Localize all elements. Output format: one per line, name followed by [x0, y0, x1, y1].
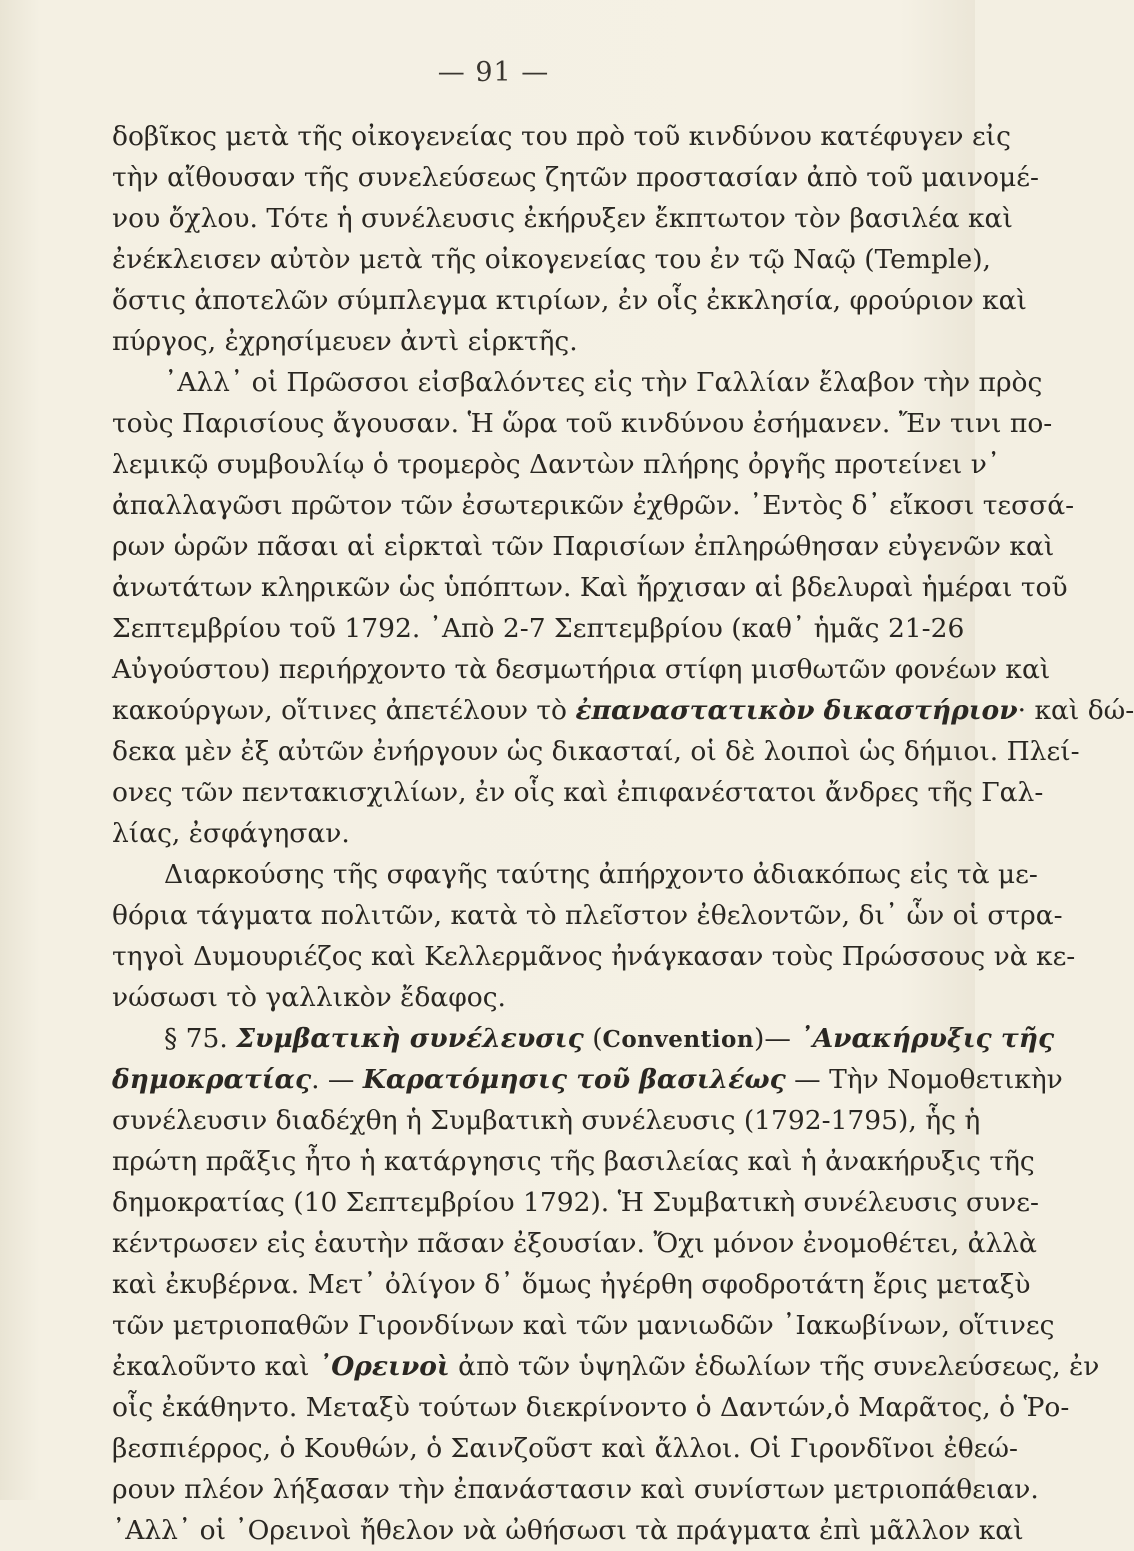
text-segment: ᾿Αλλ᾿ οἱ ᾿Ορεινοὶ ἤθελον νὰ ὠθήσωσι τὰ πράγματα ἐπὶ μᾶλλον καὶ: [112, 1515, 1024, 1546]
text-segment: θόρια τάγματα πολιτῶν, κατὰ τὸ πλεῖστον ἐθελοντῶν, δι᾿ ὧν οἱ στρα-: [112, 900, 1063, 931]
text-line: [112, 1305, 1055, 1346]
text-segment: λεμικῷ συμβουλίῳ ὁ τρομερὸς Δαντὼν πλήρης ὀργῆς προτείνει ν᾿: [112, 449, 1001, 480]
text-line: [112, 1428, 1018, 1469]
text-line: [112, 362, 1043, 403]
text-segment: τὴν αἴθουσαν τῆς συνελεύσεως ζητῶν προστασίαν ἀπὸ τοῦ μαινομέ-: [112, 162, 1039, 193]
text-segment: δοβῖκος μετὰ τῆς οἰκογενείας του πρὸ τοῦ κινδύνου κατέφυγεν εἰς: [112, 121, 1011, 152]
emphasized-text: ᾿Ορεινοὶ: [317, 1351, 450, 1382]
text-segment: Διαρκούσης τῆς σφαγῆς ταύτης ἀπήρχοντο ἀδιακόπως εἰς τὰ με-: [164, 859, 1038, 890]
text-segment: πρώτη πρᾶξις ἦτο ἡ κατάργησις τῆς βασιλείας καὶ ἡ ἀνακήρυξις τῆς: [112, 1146, 1035, 1177]
text-line: [112, 1018, 1055, 1059]
text-line: [112, 444, 1001, 485]
emphasized-text: Convention: [602, 1026, 755, 1053]
emphasized-text: ἐπαναστατικὸν δικαστήριον: [575, 695, 1018, 726]
text-segment: ἐνέκλεισεν αὐτὸν μετὰ τῆς οἰκογενείας του ἐν τῷ Ναῷ (Temple),: [112, 244, 991, 275]
text-segment: κακούργων, οἵτινες ἀπετέλουν τὸ: [112, 695, 576, 726]
text-line: [112, 239, 991, 280]
text-line: [112, 977, 875, 1018]
text-segment: συνέλευσιν διαδέχθη ἡ Συμβατικὴ συνέλευσις (1792-1795), ἧς ἡ: [112, 1105, 981, 1136]
emphasized-text: Συμβατικὴ συνέλευσις: [236, 1023, 584, 1054]
text-line: [112, 731, 1080, 772]
emphasized-text: Καρατόμησις τοῦ βασιλέως: [362, 1064, 786, 1095]
text-line: [112, 854, 1038, 895]
text-segment: . —: [311, 1064, 363, 1095]
text-segment: (: [583, 1023, 603, 1054]
body-text: [112, 116, 1134, 1551]
text-line: [112, 690, 1134, 731]
text-line: [112, 649, 1051, 690]
text-line: [112, 1264, 1031, 1305]
text-segment: δεκα μὲν ἐξ αὐτῶν ἐνήργουν ὡς δικασταί, οἱ δὲ λοιποὶ ὡς δήμιοι. Πλεί-: [112, 736, 1080, 767]
text-line: [112, 1059, 1063, 1100]
text-segment: τῶν μετριοπαθῶν Γιρονδίνων καὶ τῶν μανιωδῶν ᾿Ιακωβίνων, οἵτινες: [112, 1310, 1055, 1341]
text-segment: νου ὄχλου. Τότε ἡ συνέλευσις ἐκήρυξεν ἔκπτωτον τὸν βασιλέα καὶ: [112, 203, 1013, 234]
text-segment: Σεπτεμβρίου τοῦ 1792. ᾿Απὸ 2-7 Σεπτεμβρίου (καθ᾿ ἡμᾶς 21-26: [112, 613, 965, 644]
text-line: [112, 895, 1063, 936]
text-line: [112, 485, 1075, 526]
text-line: [112, 1141, 1035, 1182]
text-segment: ὅστις ἀποτελῶν σύμπλεγμα κτιρίων, ἐν οἷς ἐκκλησία, φρούριον καὶ: [112, 285, 1027, 316]
text-segment: πύργος, ἐχρησίμευεν ἀντὶ εἱρκτῆς.: [112, 326, 578, 357]
text-line: [112, 813, 875, 854]
text-line: [112, 1387, 1070, 1428]
text-line: [112, 321, 875, 362]
text-segment: νώσωσι τὸ γαλλικὸν ἔδαφος.: [112, 982, 506, 1013]
emphasized-text: δημοκρατίας: [112, 1064, 312, 1095]
text-line: [112, 1100, 981, 1141]
text-segment: § 75.: [164, 1023, 237, 1054]
emphasized-text: ᾿Ανακήρυξις τῆς: [799, 1023, 1055, 1054]
text-segment: ἀπαλλαγῶσι πρῶτον τῶν ἐσωτερικῶν ἐχθρῶν. ᾿Εντὸς δ᾿ εἴκοσι τεσσά-: [112, 490, 1075, 521]
text-line: [112, 1510, 1024, 1551]
text-line: [112, 567, 1068, 608]
text-line: [112, 608, 965, 649]
page-number-header: — 91 —: [437, 57, 550, 88]
text-line: [112, 198, 1013, 239]
text-line: [112, 936, 1076, 977]
text-segment: δημοκρατίας (10 Σεπτεμβρίου 1792). Ἡ Συμβατικὴ συνέλευσις συνε-: [112, 1187, 1039, 1218]
text-line: [112, 526, 1055, 567]
text-line: [112, 116, 1011, 157]
text-segment: ἐκαλοῦντο καὶ: [112, 1351, 318, 1382]
text-segment: τηγοὶ Δυμουριέζος καὶ Κελλερμᾶνος ἠνάγκασαν τοὺς Πρώσσους νὰ κε-: [112, 941, 1076, 972]
text-segment: )—: [754, 1023, 800, 1054]
text-line: [112, 403, 1053, 444]
text-segment: βεσπιέρρος, ὁ Κουθών, ὁ Σαινζοῦστ καὶ ἄλλοι. Οἱ Γιρονδῖνοι ἐθεώ-: [112, 1433, 1018, 1464]
text-segment: οἷς ἐκάθηντο. Μεταξὺ τούτων διεκρίνοντο ὁ Δαντών,ὁ Μαρᾶτος, ὁ Ῥο-: [112, 1392, 1070, 1423]
text-line: [112, 1346, 1100, 1387]
text-segment: ἀπὸ τῶν ὑψηλῶν ἑδωλίων τῆς συνελεύσεως, ἐν: [449, 1351, 1100, 1382]
text-line: [112, 157, 1039, 198]
text-segment: ονες τῶν πεντακισχιλίων, ἐν οἷς καὶ ἐπιφανέστατοι ἄνδρες τῆς Γαλ-: [112, 777, 1044, 808]
text-segment: ᾿Αλλ᾿ οἱ Πρῶσσοι εἰσβαλόντες εἰς τὴν Γαλλίαν ἔλαβον τὴν πρὸς: [164, 367, 1043, 398]
text-segment: ἀνωτάτων κληρικῶν ὡς ὑπόπτων. Καὶ ἤρχισαν αἱ βδελυραὶ ἡμέραι τοῦ: [112, 572, 1068, 603]
text-segment: ρουν πλέον λήξασαν τὴν ἐπανάστασιν καὶ συνίστων μετριοπάθειαν.: [112, 1474, 1039, 1505]
text-segment: κέντρωσεν εἰς ἑαυτὴν πᾶσαν ἐξουσίαν. Ὄχι μόνον ἐνομοθέτει, ἀλλὰ: [112, 1228, 1037, 1259]
text-segment: ρων ὡρῶν πᾶσαι αἱ εἱρκταὶ τῶν Παρισίων ἐπληρώθησαν εὐγενῶν καὶ: [112, 531, 1055, 562]
text-line: [112, 1223, 1037, 1264]
text-line: [112, 1182, 1039, 1223]
text-segment: λίας, ἐσφάγησαν.: [112, 818, 350, 849]
text-segment: τοὺς Παρισίους ἄγουσαν. Ἡ ὥρα τοῦ κινδύνου ἐσήμανεν. Ἔν τινι πο-: [112, 408, 1053, 439]
text-segment: καὶ ἐκυβέρνα. Μετ᾿ ὀλίγον δ᾿ ὅμως ἠγέρθη σφοδροτάτη ἔρις μεταξὺ: [112, 1269, 1031, 1300]
text-segment: — Τὴν Νομοθετικὴν: [785, 1064, 1063, 1095]
text-segment: · καὶ δώ-: [1017, 695, 1134, 726]
text-line: [112, 280, 1027, 321]
text-line: [112, 1469, 1039, 1510]
text-segment: Αὐγούστου) περιήρχοντο τὰ δεσμωτήρια στίφη μισθωτῶν φονέων καὶ: [112, 654, 1051, 685]
text-line: [112, 772, 1044, 813]
